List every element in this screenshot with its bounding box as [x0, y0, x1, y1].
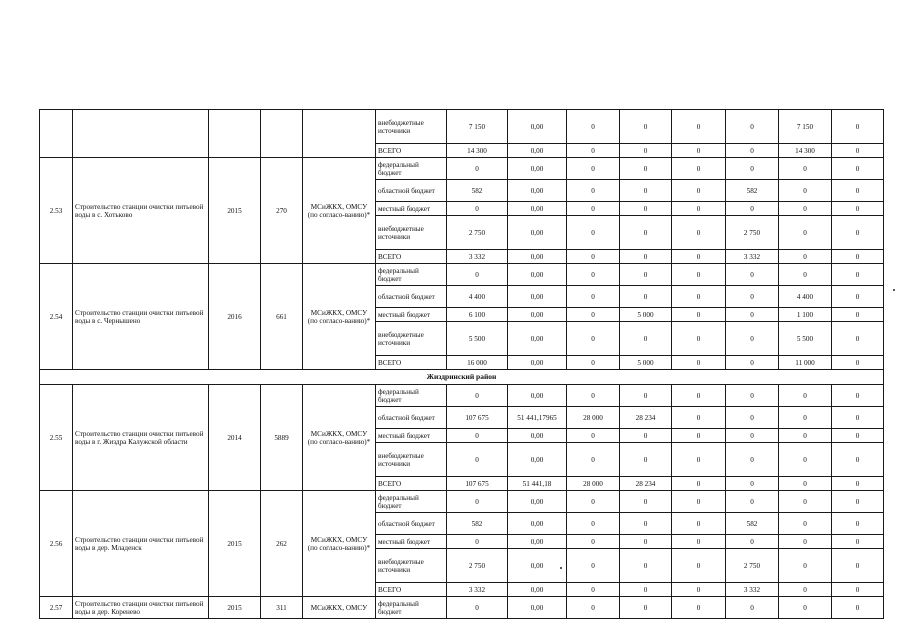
value-cell: 0	[726, 264, 779, 286]
value-cell: 0	[672, 308, 726, 322]
value-cell: 0,00	[508, 322, 567, 356]
value-cell: 0	[567, 110, 620, 144]
value-cell: 0	[672, 180, 726, 202]
value-cell: 0	[726, 477, 779, 491]
value-cell: 0	[567, 250, 620, 264]
funding-source: местный бюджет	[376, 535, 447, 549]
value-cell: 0	[672, 583, 726, 597]
value-cell: 0,00	[508, 491, 567, 513]
section-row	[40, 370, 884, 385]
value-cell: 28 000	[567, 407, 620, 429]
funding-source: ВСЕГО	[376, 356, 447, 370]
funding-source: федеральный бюджет	[376, 491, 447, 513]
project-capacity: 661	[261, 264, 303, 370]
value-cell: 0,00	[508, 110, 567, 144]
value-cell: 0,00	[508, 535, 567, 549]
value-cell: 1 100	[779, 308, 832, 322]
funding-source: областной бюджет	[376, 286, 447, 308]
value-cell: 3 332	[447, 250, 508, 264]
value-cell: 0	[779, 250, 832, 264]
value-cell: 0	[726, 322, 779, 356]
value-cell: 0,00	[508, 513, 567, 535]
value-cell: 0	[832, 583, 884, 597]
responsible-party: МСиЖКХ, ОМСУ (по согласо-ванию)*	[303, 385, 376, 491]
value-cell: 0	[620, 491, 672, 513]
value-cell: 0	[620, 264, 672, 286]
project-name: Строительство станции очистки питьевой воды в с. Чернышено	[73, 264, 209, 370]
table-row	[40, 110, 884, 144]
value-cell: 0	[672, 286, 726, 308]
value-cell: 0	[567, 158, 620, 180]
funding-source: областной бюджет	[376, 180, 447, 202]
value-cell: 0,00	[508, 385, 567, 407]
value-cell: 51 441,17965	[508, 407, 567, 429]
value-cell: 0	[779, 549, 832, 583]
responsible-party: МСиЖКХ, ОМСУ (по согласо-ванию)*	[303, 158, 376, 264]
value-cell: 51 441,18	[508, 477, 567, 491]
value-cell: 0	[779, 477, 832, 491]
project-year: 2015	[209, 597, 261, 619]
value-cell: 0	[832, 308, 884, 322]
continued-cell	[303, 110, 376, 158]
value-cell: 0	[567, 286, 620, 308]
project-name: Строительство станции очистки питьевой воды в с. Хотьково	[73, 158, 209, 264]
value-cell: 6 100	[447, 308, 508, 322]
value-cell: 0	[832, 443, 884, 477]
value-cell: 0	[672, 443, 726, 477]
value-cell: 0	[779, 597, 832, 619]
value-cell: 0	[672, 356, 726, 370]
funding-source: внебюджетные источники	[376, 216, 447, 250]
value-cell: 0,00	[508, 180, 567, 202]
funding-source: местный бюджет	[376, 202, 447, 216]
value-cell: 0,00	[508, 597, 567, 619]
value-cell: 0	[779, 216, 832, 250]
value-cell: 0	[726, 308, 779, 322]
value-cell: 0	[567, 385, 620, 407]
value-cell: 582	[726, 180, 779, 202]
value-cell: 0	[567, 513, 620, 535]
value-cell: 14 300	[447, 144, 508, 158]
value-cell: 0,00	[508, 583, 567, 597]
value-cell: 2 750	[726, 549, 779, 583]
value-cell: 0	[832, 491, 884, 513]
project-capacity: 270	[261, 158, 303, 264]
value-cell: 0	[832, 286, 884, 308]
value-cell: 0	[672, 549, 726, 583]
value-cell: 0	[672, 429, 726, 443]
value-cell: 11 000	[779, 356, 832, 370]
value-cell: 0	[832, 407, 884, 429]
value-cell: 0	[726, 429, 779, 443]
value-cell: 4 400	[447, 286, 508, 308]
value-cell: 0	[620, 144, 672, 158]
value-cell: 107 675	[447, 407, 508, 429]
value-cell: 4 400	[779, 286, 832, 308]
value-cell: 0	[567, 202, 620, 216]
value-cell: 0	[832, 477, 884, 491]
value-cell: 5 000	[620, 356, 672, 370]
value-cell: 0	[672, 407, 726, 429]
funding-source: областной бюджет	[376, 513, 447, 535]
value-cell: 0	[726, 385, 779, 407]
responsible-party: МСиЖКХ, ОМСУ	[303, 597, 376, 619]
value-cell: 0	[447, 597, 508, 619]
value-cell: 0	[832, 144, 884, 158]
value-cell: 0	[620, 202, 672, 216]
value-cell: 0	[779, 535, 832, 549]
project-year: 2014	[209, 385, 261, 491]
value-cell: 0	[726, 491, 779, 513]
value-cell: 16 000	[447, 356, 508, 370]
value-cell: 0	[779, 158, 832, 180]
value-cell: 0	[620, 443, 672, 477]
value-cell: 0	[567, 583, 620, 597]
value-cell: 0	[726, 535, 779, 549]
value-cell: 0,00	[508, 308, 567, 322]
value-cell: 0	[447, 264, 508, 286]
value-cell: 0,00	[508, 264, 567, 286]
value-cell: 582	[447, 180, 508, 202]
value-cell: 0	[447, 491, 508, 513]
table-row	[40, 385, 884, 407]
value-cell: 28 000	[567, 477, 620, 491]
project-number: 2.53	[40, 158, 73, 264]
value-cell: 0	[779, 513, 832, 535]
value-cell: 0,00	[508, 216, 567, 250]
responsible-party: МСиЖКХ, ОМСУ (по согласо-ванию)*	[303, 264, 376, 370]
value-cell: 0	[620, 385, 672, 407]
value-cell: 0	[567, 322, 620, 356]
funding-source: внебюджетные источники	[376, 322, 447, 356]
table-row	[40, 491, 884, 513]
project-number: 2.54	[40, 264, 73, 370]
funding-source: областной бюджет	[376, 407, 447, 429]
value-cell: 0	[672, 491, 726, 513]
project-name: Строительство станции очистки питьевой воды в г. Жиздра Калужской области	[73, 385, 209, 491]
value-cell: 3 332	[447, 583, 508, 597]
project-number: 2.55	[40, 385, 73, 491]
value-cell: 0	[620, 158, 672, 180]
value-cell: 0	[779, 443, 832, 477]
project-year: 2015	[209, 158, 261, 264]
funding-source: внебюджетные источники	[376, 443, 447, 477]
value-cell: 0,00	[508, 429, 567, 443]
value-cell: 0	[779, 202, 832, 216]
value-cell: 0	[726, 286, 779, 308]
value-cell: 3 332	[726, 583, 779, 597]
project-capacity: 262	[261, 491, 303, 597]
value-cell: 0,00	[508, 158, 567, 180]
value-cell: 0	[832, 385, 884, 407]
value-cell: 0	[567, 180, 620, 202]
value-cell: 7 150	[779, 110, 832, 144]
project-year: 2015	[209, 491, 261, 597]
value-cell: 0	[620, 549, 672, 583]
table-row	[40, 264, 884, 286]
continued-cell	[209, 110, 261, 158]
value-cell: 0	[567, 356, 620, 370]
value-cell: 0	[620, 322, 672, 356]
value-cell: 0	[672, 202, 726, 216]
value-cell: 107 675	[447, 477, 508, 491]
value-cell: 0	[726, 407, 779, 429]
value-cell: 0	[779, 583, 832, 597]
value-cell: 0	[726, 443, 779, 477]
funding-source: внебюджетные источники	[376, 110, 447, 144]
value-cell: 0	[620, 286, 672, 308]
value-cell: 0	[832, 158, 884, 180]
value-cell: 0	[832, 216, 884, 250]
continued-cell	[40, 110, 73, 158]
value-cell: 0	[832, 110, 884, 144]
value-cell: 0	[620, 110, 672, 144]
funding-source: ВСЕГО	[376, 583, 447, 597]
value-cell: 0	[620, 513, 672, 535]
value-cell: 0	[672, 110, 726, 144]
project-capacity: 311	[261, 597, 303, 619]
funding-source: местный бюджет	[376, 429, 447, 443]
value-cell: 0	[726, 158, 779, 180]
value-cell: 0	[620, 597, 672, 619]
value-cell: 0,00	[508, 144, 567, 158]
scan-speck	[893, 289, 895, 291]
funding-source: федеральный бюджет	[376, 385, 447, 407]
value-cell: 0	[672, 216, 726, 250]
funding-source: федеральный бюджет	[376, 158, 447, 180]
section-title: Жиздринский район	[40, 370, 884, 385]
value-cell: 0	[779, 264, 832, 286]
responsible-party: МСиЖКХ, ОМСУ (по согласо-ванию)*	[303, 491, 376, 597]
value-cell: 0	[447, 443, 508, 477]
value-cell: 0	[567, 491, 620, 513]
value-cell: 0,00	[508, 250, 567, 264]
value-cell: 0,00	[508, 549, 567, 583]
value-cell: 0	[832, 264, 884, 286]
funding-source: ВСЕГО	[376, 250, 447, 264]
value-cell: 0	[620, 583, 672, 597]
value-cell: 2 750	[726, 216, 779, 250]
value-cell: 3 332	[726, 250, 779, 264]
funding-source: федеральный бюджет	[376, 597, 447, 619]
value-cell: 0	[447, 429, 508, 443]
value-cell: 0	[447, 385, 508, 407]
value-cell: 0	[620, 250, 672, 264]
value-cell: 14 300	[779, 144, 832, 158]
table-row	[40, 158, 884, 180]
value-cell: 0,00	[508, 356, 567, 370]
funding-source: внебюджетные источники	[376, 549, 447, 583]
value-cell: 7 150	[447, 110, 508, 144]
value-cell: 0	[672, 250, 726, 264]
value-cell: 0	[672, 385, 726, 407]
project-year: 2016	[209, 264, 261, 370]
value-cell: 0	[726, 202, 779, 216]
value-cell: 0	[779, 407, 832, 429]
value-cell: 0	[447, 535, 508, 549]
value-cell: 0,00	[508, 286, 567, 308]
value-cell: 0	[447, 202, 508, 216]
value-cell: 0	[779, 385, 832, 407]
value-cell: 0	[832, 322, 884, 356]
value-cell: 0	[779, 491, 832, 513]
value-cell: 0	[672, 322, 726, 356]
value-cell: 0	[726, 597, 779, 619]
value-cell: 0	[620, 216, 672, 250]
value-cell: 0	[567, 549, 620, 583]
value-cell: 0	[832, 250, 884, 264]
value-cell: 5 000	[620, 308, 672, 322]
value-cell: 0	[672, 144, 726, 158]
continued-cell	[261, 110, 303, 158]
value-cell: 0	[620, 429, 672, 443]
value-cell: 0	[832, 597, 884, 619]
value-cell: 0	[620, 535, 672, 549]
value-cell: 0	[832, 202, 884, 216]
value-cell: 28 234	[620, 407, 672, 429]
value-cell: 0	[672, 513, 726, 535]
project-capacity: 5889	[261, 385, 303, 491]
value-cell: 0	[832, 356, 884, 370]
project-number: 2.57	[40, 597, 73, 619]
value-cell: 2 750	[447, 216, 508, 250]
value-cell: 0	[672, 158, 726, 180]
value-cell: 0,00	[508, 443, 567, 477]
scan-speck	[560, 567, 562, 569]
value-cell: 582	[447, 513, 508, 535]
continued-cell	[73, 110, 209, 158]
value-cell: 2 750	[447, 549, 508, 583]
project-name: Строительство станции очистки питьевой воды в дер. Коренево	[73, 597, 209, 619]
value-cell: 0	[567, 216, 620, 250]
funding-source: федеральный бюджет	[376, 264, 447, 286]
value-cell: 0	[672, 264, 726, 286]
value-cell: 0	[567, 429, 620, 443]
value-cell: 0	[620, 180, 672, 202]
value-cell: 0	[779, 180, 832, 202]
value-cell: 582	[726, 513, 779, 535]
table-row	[40, 597, 884, 619]
value-cell: 0	[832, 535, 884, 549]
value-cell: 0	[726, 356, 779, 370]
value-cell: 0	[672, 477, 726, 491]
budget-table	[39, 109, 884, 619]
value-cell: 5 500	[447, 322, 508, 356]
value-cell: 0	[567, 535, 620, 549]
value-cell: 0	[779, 429, 832, 443]
value-cell: 0	[832, 429, 884, 443]
value-cell: 0	[726, 144, 779, 158]
value-cell: 0	[567, 308, 620, 322]
value-cell: 0	[832, 180, 884, 202]
project-number: 2.56	[40, 491, 73, 597]
value-cell: 28 234	[620, 477, 672, 491]
funding-source: местный бюджет	[376, 308, 447, 322]
value-cell: 5 500	[779, 322, 832, 356]
value-cell: 0	[832, 549, 884, 583]
value-cell: 0	[447, 158, 508, 180]
funding-source: ВСЕГО	[376, 144, 447, 158]
value-cell: 0	[567, 144, 620, 158]
value-cell: 0	[672, 597, 726, 619]
value-cell: 0	[567, 264, 620, 286]
value-cell: 0	[832, 513, 884, 535]
value-cell: 0,00	[508, 202, 567, 216]
value-cell: 0	[672, 535, 726, 549]
value-cell: 0	[567, 443, 620, 477]
funding-source: ВСЕГО	[376, 477, 447, 491]
value-cell: 0	[567, 597, 620, 619]
project-name: Строительство станции очистки питьевой воды в дер. Младенск	[73, 491, 209, 597]
value-cell: 0	[726, 110, 779, 144]
